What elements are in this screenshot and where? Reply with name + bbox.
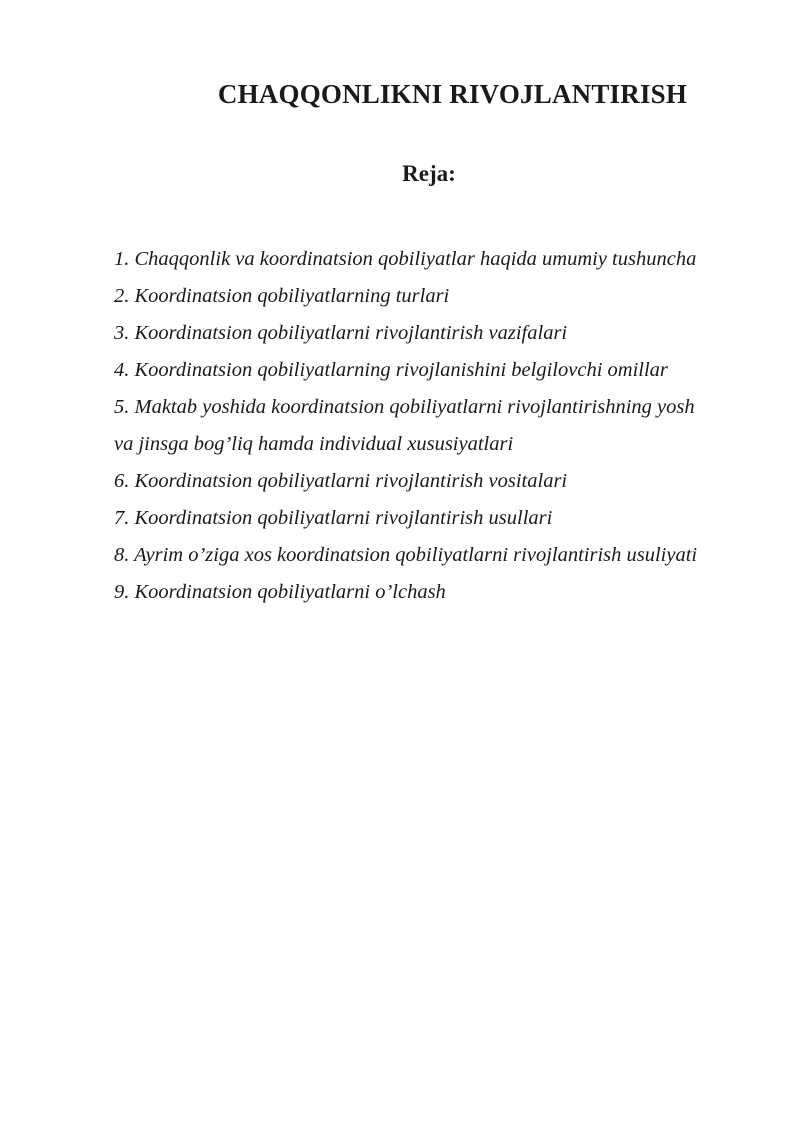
plan-item-6: 6. Koordinatsion qobiliyatlarni rivojlantirish vositalari xyxy=(114,470,568,492)
plan-heading: Reja: xyxy=(402,161,456,186)
plan-item-8: 8. Ayrim o’ziga xos koordinatsion qobiliyatlarni rivojlantirish usuliyati xyxy=(114,544,698,566)
plan-item-2: 2. Koordinatsion qobiliyatlarning turlari xyxy=(114,285,450,307)
plan-item-1: 1. Chaqqonlik va koordinatsion qobiliyatlar haqida umumiy tushuncha xyxy=(114,248,697,270)
plan-list xyxy=(114,241,754,611)
document-title: CHAQQONLIKNI RIVOJLANTIRISH xyxy=(217,79,688,109)
plan-item-5: 5. Maktab yoshida koordinatsion qobiliyatlarni rivojlantirishning yosh xyxy=(114,396,695,418)
plan-item-9: 9. Koordinatsion qobiliyatlarni o’lchash xyxy=(114,581,446,603)
plan-item-4: 4. Koordinatsion qobiliyatlarning rivojlanishini belgilovchi omillar xyxy=(114,359,668,381)
plan-item-5-continuation: va jinsga bog’liq hamda individual xususiyatlari xyxy=(114,433,514,455)
plan-item-3: 3. Koordinatsion qobiliyatlarni rivojlantirish vazifalari xyxy=(114,322,568,344)
plan-item-7: 7. Koordinatsion qobiliyatlarni rivojlantirish usullari xyxy=(114,507,553,529)
